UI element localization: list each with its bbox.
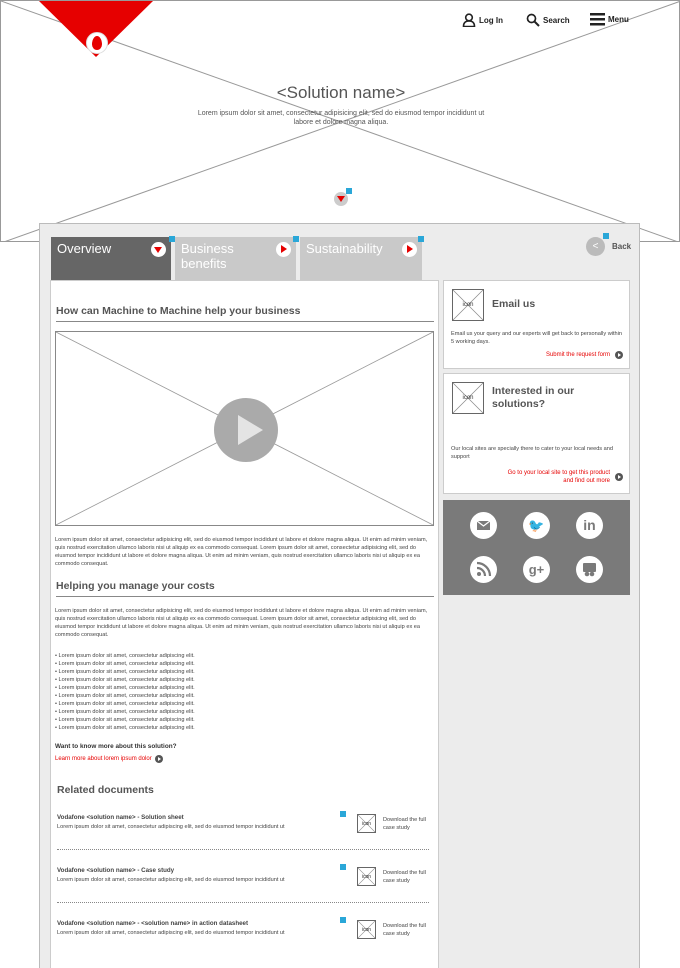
icon-placeholder-label: icon [462, 302, 474, 308]
annotation-marker [418, 236, 424, 242]
section-title: Helping you manage your costs [56, 580, 215, 592]
document-title: Vodafone <solution name> - <solution name> in action datasheet [57, 920, 249, 927]
email-card [443, 280, 630, 369]
tab-sustainability[interactable] [300, 237, 422, 281]
document-description: Lorem ipsum dolor sit amet, consectetur adipiscing elit, sed do eiusmod tempor incididunt ut [57, 930, 285, 936]
tab-overview[interactable] [51, 237, 171, 281]
slideshare-icon[interactable] [576, 556, 603, 583]
arrow-right-icon [155, 755, 163, 763]
tab-business-benefits[interactable] [175, 237, 296, 281]
menu-label: Menu [608, 15, 629, 24]
icon-placeholder-label: icon [361, 874, 372, 880]
twitter-icon[interactable]: 🐦 [523, 512, 550, 539]
list-item: • Lorem ipsum dolor sit amet, consectetur adipiscing elit. [55, 709, 195, 715]
document-icon[interactable] [357, 814, 376, 833]
annotation-marker [346, 188, 352, 194]
divider [56, 321, 434, 322]
play-icon[interactable] [214, 398, 278, 462]
list-item: • Lorem ipsum dolor sit amet, consectetur adipiscing elit. [55, 693, 195, 699]
annotation-marker [293, 236, 299, 242]
arrow-right-icon [615, 351, 623, 359]
document-item [57, 867, 435, 907]
tab-label: Sustainability [306, 241, 383, 256]
download-link[interactable]: Download the full case study [383, 817, 426, 831]
user-icon [462, 13, 476, 27]
download-link[interactable]: Download the full case study [383, 870, 426, 884]
chevron-left-icon: < [592, 241, 599, 252]
submit-request-label: Submit the request form [545, 352, 610, 358]
list-item: • Lorem ipsum dolor sit amet, consectetur adipiscing elit. [55, 701, 195, 707]
list-item: • Lorem ipsum dolor sit amet, consectetur adipiscing elit. [55, 717, 195, 723]
hero-subtitle: Lorem ipsum dolor sit amet, consectetur adipisicing elit, sed do eiusmod tempor incididunt ut labore et dolore magna aliqua. [197, 110, 485, 126]
rss-icon[interactable] [470, 556, 497, 583]
local-site-label: Go to your local site to get this product and find out more [507, 470, 610, 484]
interest-card-icon [452, 382, 484, 414]
video-player[interactable] [55, 331, 434, 526]
document-item [57, 814, 435, 854]
submit-request-link[interactable] [504, 351, 623, 359]
icon-placeholder-label: icon [361, 821, 372, 827]
list-item: • Lorem ipsum dolor sit amet, consectetur adipiscing elit. [55, 661, 195, 667]
document-item [57, 920, 435, 960]
learn-more-link[interactable] [55, 755, 163, 763]
document-title: Vodafone <solution name> - Case study [57, 867, 175, 874]
login-link[interactable] [462, 13, 503, 27]
interest-card [443, 373, 630, 494]
section-body: Lorem ipsum dolor sit amet, consectetur adipisicing elit, sed do eiusmod tempor incididunt ut labore et dolore magna aliqua. Ut enim ad minim veniam, quis nostrud exercitation ullamco laboris nisi ut aliquip ex ea commodo consequat. Lorem ipsum dolor sit amet, consectetur adipisicing elit, sed do eiusmod tempor incididunt ut labore et dolore magna aliqua. Ut enim ad minim veniam, quis nostrud exercitation ullamco laboris nisi ut aliquip ex ea commodo consequat. [55, 608, 428, 638]
document-icon[interactable] [357, 920, 376, 939]
hero-banner [0, 0, 680, 242]
email-icon[interactable] [470, 512, 497, 539]
search-label: Search [543, 15, 570, 25]
vodafone-logo-mark [92, 36, 102, 50]
social-share-panel [443, 500, 630, 595]
chevron-right-icon [276, 242, 291, 257]
icon-placeholder-label: icon [361, 927, 372, 933]
annotation-marker [340, 917, 346, 923]
search-icon [526, 13, 540, 27]
learn-more-label: Learn more about lorem ipsum dolor [55, 756, 152, 762]
annotation-marker [340, 864, 346, 870]
scroll-down-button[interactable] [334, 192, 348, 206]
document-title: Vodafone <solution name> - Solution sheet [57, 814, 184, 821]
more-question: Want to know more about this solution? [55, 743, 177, 750]
document-icon[interactable] [357, 867, 376, 886]
list-item: • Lorem ipsum dolor sit amet, consectetur adipiscing elit. [55, 685, 195, 691]
section-body: Lorem ipsum dolor sit amet, consectetur adipisicing elit, sed do eiusmod tempor incididunt ut labore et dolore magna aliqua. Ut enim ad minim veniam, quis nostrud exercitation ullamco laboris nisi ut aliquip ex ea commodo consequat. Lorem ipsum dolor sit amet, consectetur adipisicing elit, sed do eiusmod tempor incididunt ut labore et dolore magna aliqua. Ut enim ad minim veniam, quis nostrud exercitation ullamco laboris nisi ut aliquip ex ea commodo consequat. [55, 537, 428, 567]
linkedin-icon[interactable]: in [576, 512, 603, 539]
search-link[interactable] [526, 13, 570, 27]
list-item: • Lorem ipsum dolor sit amet, consectetur adipiscing elit. [55, 725, 195, 731]
hamburger-icon [590, 13, 605, 26]
email-card-text: Email us your query and our experts will get back to personally within 5 working days. [451, 331, 623, 345]
chevron-right-icon [402, 242, 417, 257]
annotation-marker [169, 236, 175, 242]
menu-link[interactable] [590, 13, 629, 26]
email-card-title: Email us [492, 298, 536, 310]
arrow-right-icon [615, 473, 623, 481]
list-item: • Lorem ipsum dolor sit amet, consectetur adipiscing elit. [55, 669, 195, 675]
interest-card-title: Interested in our solutions? [492, 385, 575, 410]
back-button[interactable] [586, 237, 605, 256]
list-item: • Lorem ipsum dolor sit amet, consectetur adipiscing elit. [55, 677, 195, 683]
email-card-icon [452, 289, 484, 321]
divider [57, 902, 429, 903]
icon-placeholder-label: icon [462, 395, 474, 401]
interest-card-text: Our local sites are specially there to cater to your local needs and support [451, 446, 613, 460]
annotation-marker [603, 233, 609, 239]
divider [56, 596, 434, 597]
tab-label: Overview [57, 241, 112, 256]
divider [57, 849, 429, 850]
bullet-list [55, 652, 355, 732]
document-description: Lorem ipsum dolor sit amet, consectetur adipiscing elit, sed do eiusmod tempor incididunt ut [57, 877, 285, 883]
google-plus-icon[interactable]: g+ [523, 556, 550, 583]
local-site-link[interactable] [499, 469, 623, 485]
section-title: How can Machine to Machine help your business [56, 305, 301, 317]
chevron-down-icon [151, 242, 166, 257]
hero-title: <Solution name> [276, 83, 406, 102]
tab-label: Business benefits [181, 241, 234, 271]
document-description: Lorem ipsum dolor sit amet, consectetur adipiscing elit, sed do eiusmod tempor incididunt ut [57, 824, 285, 830]
back-label: Back [612, 242, 632, 251]
related-title: Related documents [57, 784, 154, 796]
list-item: • Lorem ipsum dolor sit amet, consectetur adipiscing elit. [55, 653, 195, 659]
download-link[interactable]: Download the full case study [383, 923, 426, 937]
login-label: Log In [479, 15, 503, 25]
annotation-marker [340, 811, 346, 817]
